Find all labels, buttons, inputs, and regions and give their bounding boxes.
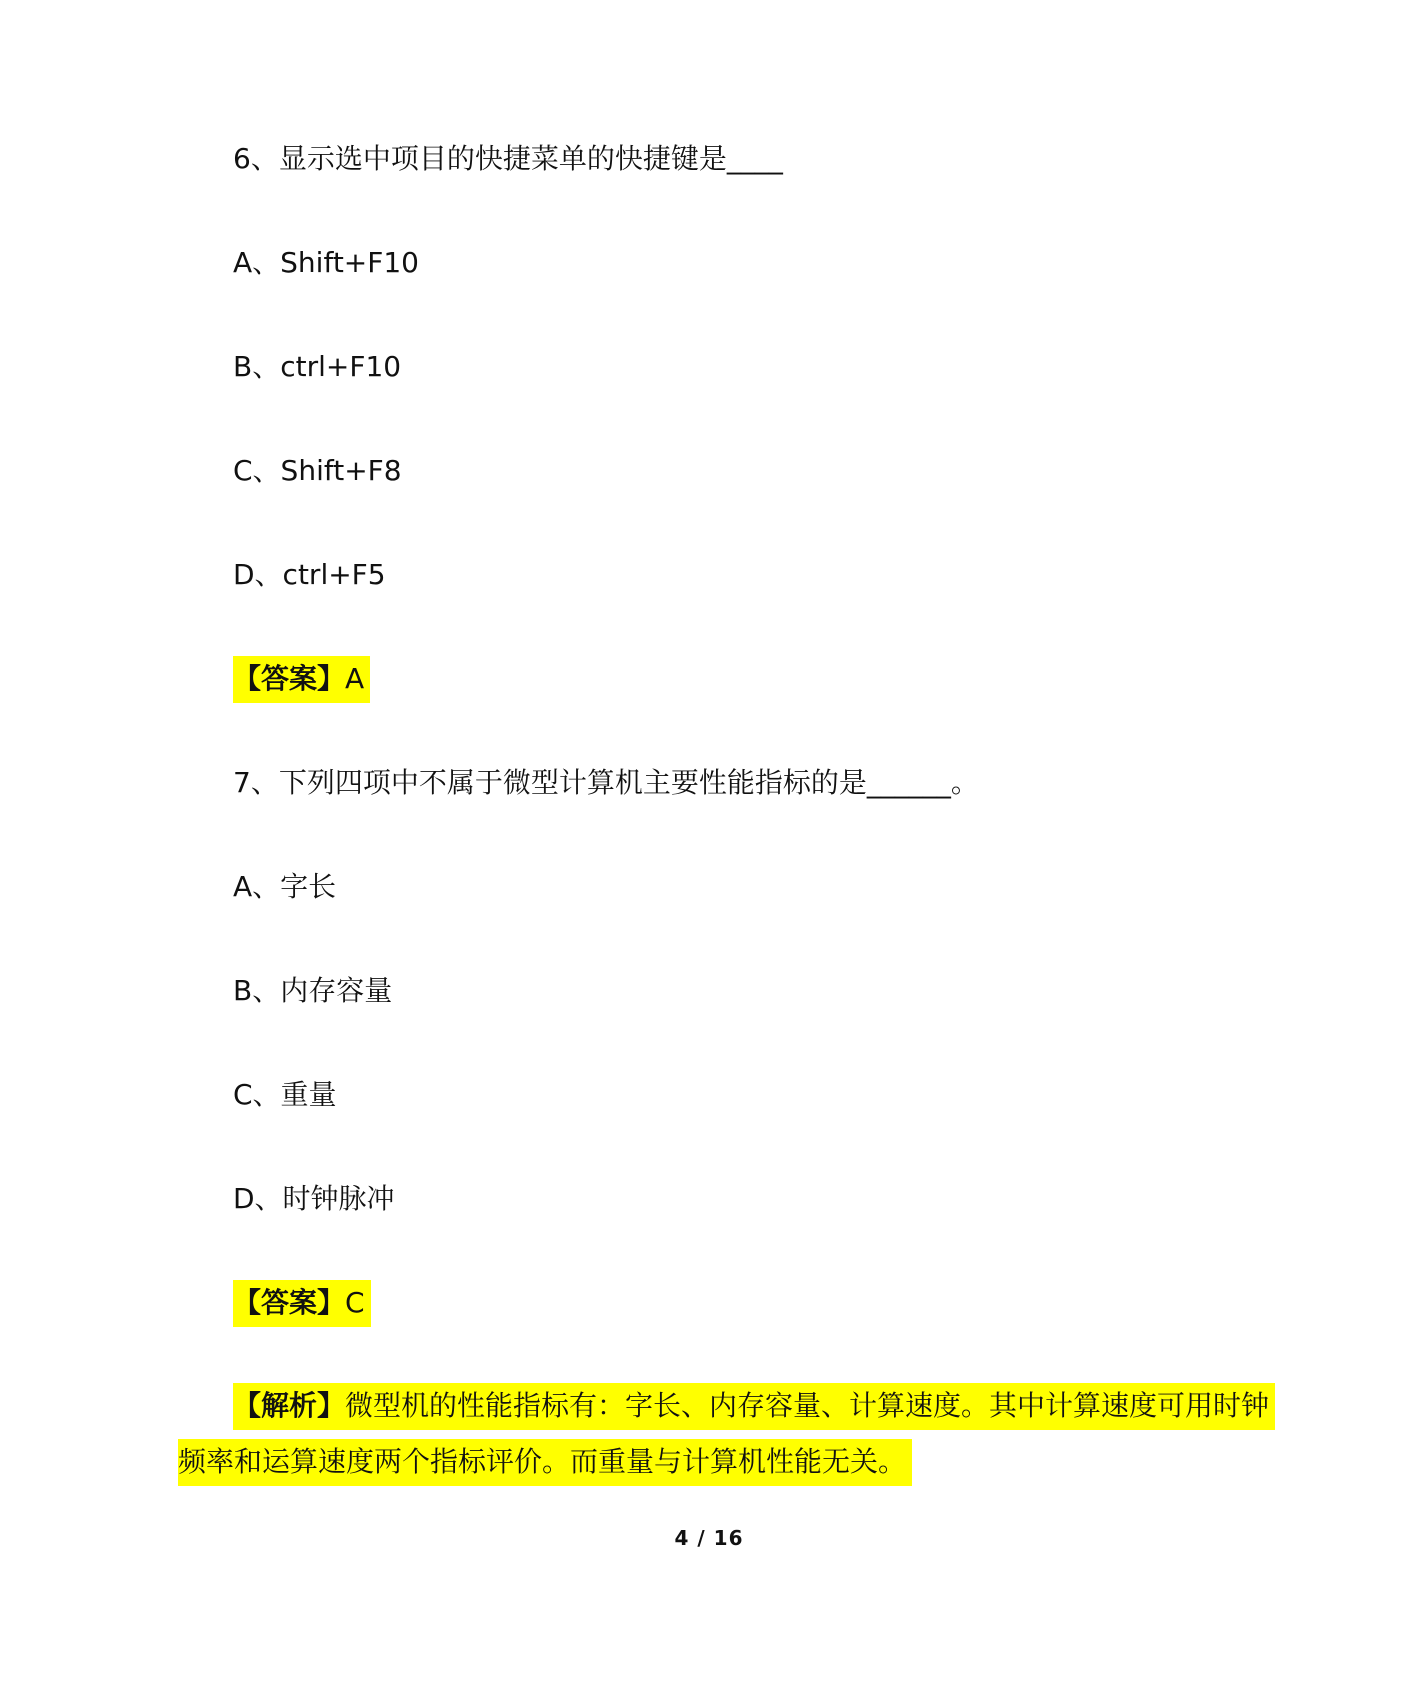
question-7-option-b: B、内存容量: [233, 974, 393, 1007]
question-7-answer: [233, 1281, 371, 1325]
question-7-option-d: D、时钟脉冲: [233, 1182, 395, 1215]
question-6-option-c: C、Shift+F8: [233, 454, 402, 487]
analysis-label: 【解析】: [233, 1389, 346, 1422]
question-7-option-a: A、字长: [233, 870, 337, 903]
question-6-option-a: A、Shift+F10: [233, 246, 419, 279]
answer-value: A: [345, 662, 365, 695]
answer-value: C: [345, 1286, 365, 1319]
question-6-answer: [233, 657, 370, 701]
answer-label: 【答案】: [233, 1286, 346, 1319]
page-number: 4 / 16: [674, 1526, 744, 1550]
question-7-stem: 7、下列四项中不属于微型计算机主要性能指标的是______。: [233, 766, 979, 799]
answer-label: 【答案】: [233, 662, 346, 695]
question-6-option-d: D、ctrl+F5: [233, 558, 386, 591]
analysis-paragraph: [178, 1378, 1270, 1490]
question-6-stem: 6、显示选中项目的快捷菜单的快捷键是____: [233, 142, 783, 175]
analysis-line-1: 微型机的性能指标有：字长、内存容量、计算速度。其中计算速度可用时钟: [345, 1389, 1270, 1422]
question-6-option-b: B、ctrl+F10: [233, 350, 402, 383]
question-7-option-c: C、重量: [233, 1078, 337, 1111]
analysis-line-2: 频率和运算速度两个指标评价。而重量与计算机性能无关。: [178, 1439, 912, 1486]
